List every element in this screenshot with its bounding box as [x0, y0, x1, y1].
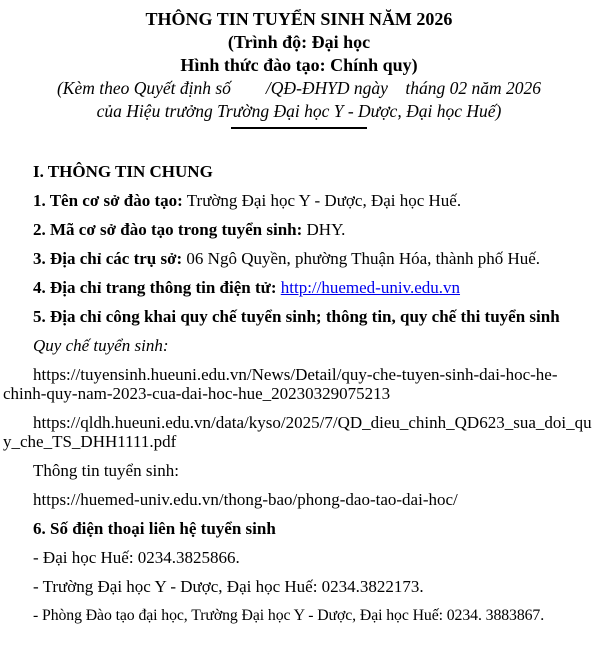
section-heading-general-info: I. THÔNG TIN CHUNG	[33, 162, 213, 181]
header-separator-line	[231, 127, 367, 129]
admission-info-label: Thông tin tuyển sinh:	[33, 461, 179, 480]
document-title: THÔNG TIN TUYỂN SINH NĂM 2026	[145, 9, 453, 29]
phone-line-medicine-pharmacy-university: - Trường Đại học Y - Dược, Đại học Huế: 0234.3822173.	[33, 577, 424, 596]
item-institution-code	[3, 220, 595, 239]
admission-regulation-label: Quy chế tuyển sinh:	[33, 336, 169, 355]
item-institution-name	[3, 191, 595, 210]
admission-info-url: https://huemed-univ.edu.vn/thong-bao/phong-dao-tao-dai-hoc/	[33, 490, 458, 509]
item-website-label: 4. Địa chỉ trang thông tin điện tử:	[33, 278, 277, 297]
item-institution-code-value: DHY.	[306, 220, 346, 239]
phone-line-hue-university: - Đại học Huế: 0234.3825866.	[33, 548, 240, 567]
document-title-training-line: Hình thức đào tạo: Chính quy)	[180, 55, 418, 75]
item-institution-name-value: Trường Đại học Y - Dược, Đại học Huế.	[186, 191, 462, 210]
item-website	[3, 278, 595, 297]
decision-reference-line: (Kèm theo Quyết định số /QĐ-ĐHYD ngày tháng 02 năm 2026	[56, 78, 542, 98]
item-institution-code-label: 2. Mã cơ sở đào tạo trong tuyển sinh:	[33, 220, 303, 239]
document-body	[3, 162, 595, 625]
item-regulation-addresses-heading: 5. Địa chỉ công khai quy chế tuyển sinh; thông tin, quy chế thi tuyển sinh	[33, 307, 560, 326]
item-address	[3, 249, 595, 268]
phone-line-training-office: - Phòng Đào tạo đại học, Trường Đại học Y - Dược, Đại học Huế: 0234. 3883867.	[33, 607, 545, 624]
admission-regulation-url-1: https://tuyensinh.hueuni.edu.vn/News/Detail/quy-che-tuyen-sinh-dai-hoc-he-chinh-quy-nam-2023-cua-dai-hoc-hue_20230329075213	[3, 365, 558, 403]
item-institution-name-label: 1. Tên cơ sở đào tạo:	[33, 191, 183, 210]
admission-regulation-url-2: https://qldh.hueuni.edu.vn/data/kyso/2025/7/QD_dieu_chinh_QD623_sua_doi_quy_che_TS_DHH1111.pdf	[3, 413, 592, 451]
issuer-line: của Hiệu trưởng Trường Đại học Y - Dược, Đại học Huế)	[96, 101, 502, 121]
item-address-value: 06 Ngô Quyền, phường Thuận Hóa, thành phố Huế.	[186, 249, 541, 268]
item-phone-heading: 6. Số điện thoại liên hệ tuyển sinh	[33, 519, 276, 538]
document-header	[3, 8, 595, 129]
item-address-label: 3. Địa chỉ các trụ sở:	[33, 249, 183, 268]
document-title-degree-line: (Trình độ: Đại học	[227, 32, 371, 52]
website-link[interactable]: http://huemed-univ.edu.vn	[280, 278, 461, 297]
